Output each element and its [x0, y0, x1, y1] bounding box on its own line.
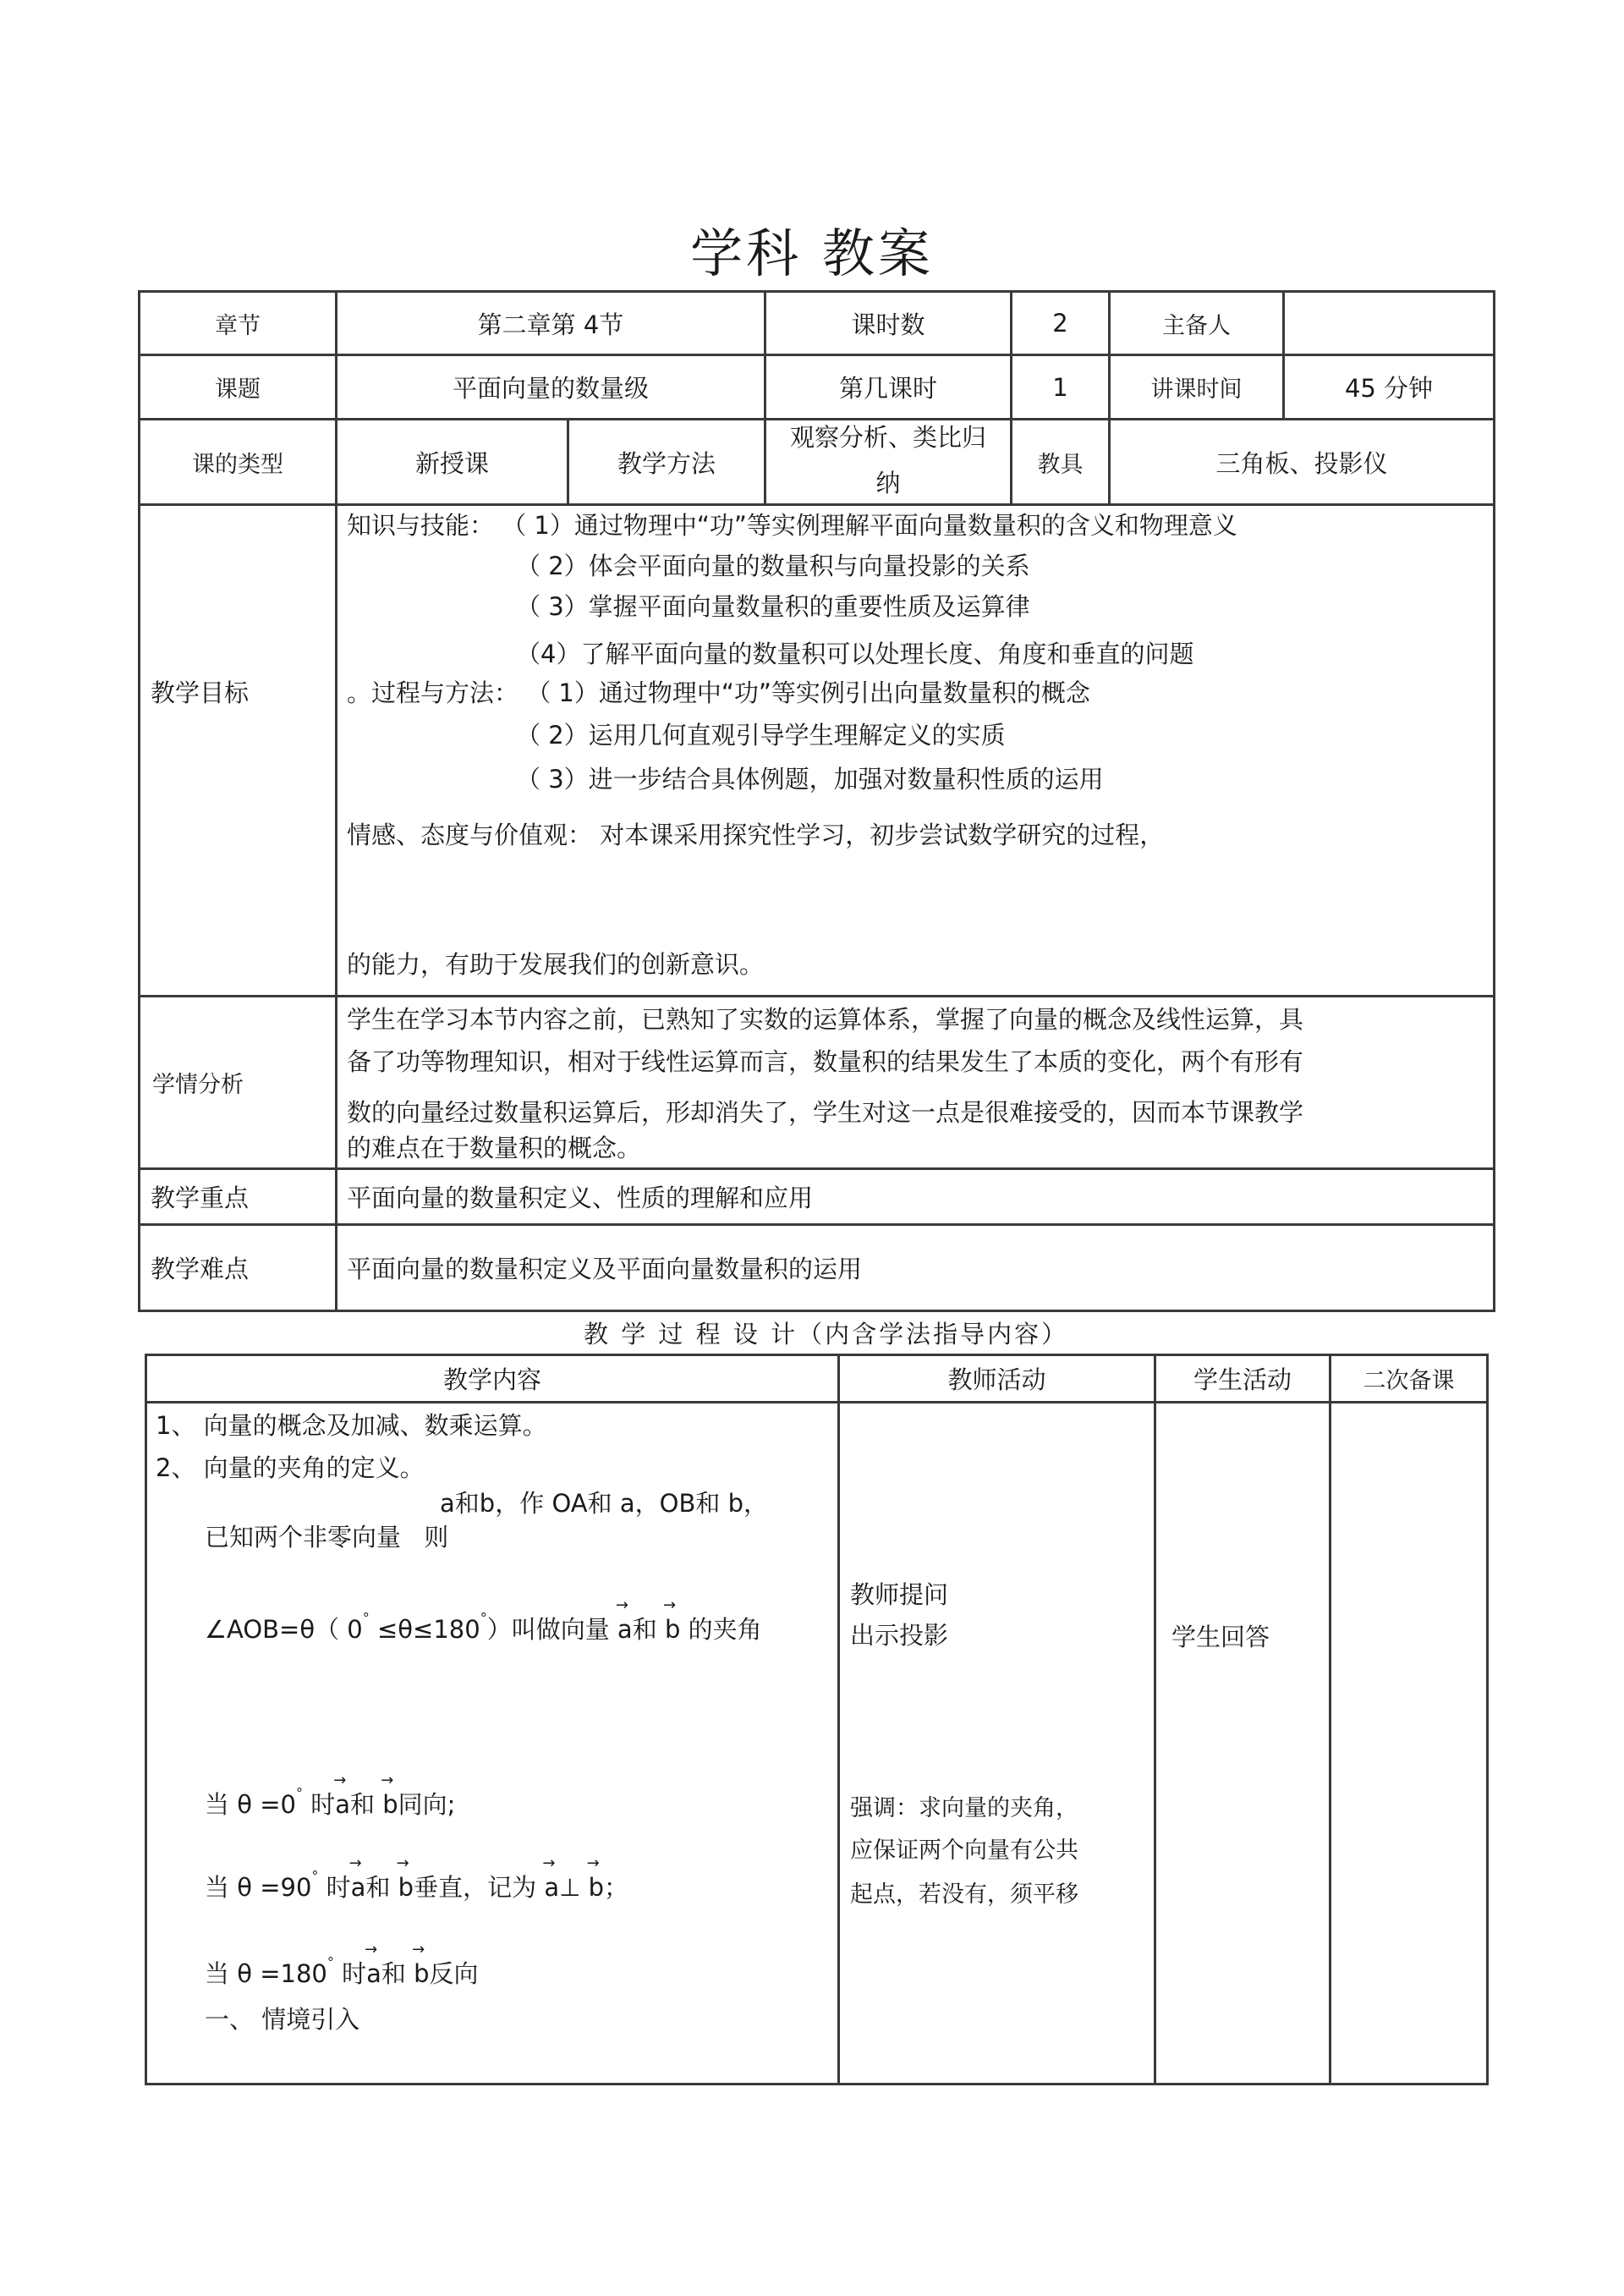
case-ninety-line: 当 θ =90° 时→ a和 → b垂直，记为 → a⊥ → b；	[205, 1868, 628, 1903]
objective-line: （ 3）进一步结合具体例题，加强对数量积性质的运用	[516, 765, 1104, 794]
tools-value: 三角板、投影仪	[1215, 448, 1388, 478]
objective-line: （ 3）掌握平面向量数量积的重要性质及运算律	[516, 592, 1030, 621]
hours-value: 2	[1052, 309, 1068, 338]
lesson-number-label: 第几课时	[838, 374, 937, 403]
duration-label: 讲课时间	[1150, 376, 1243, 403]
preparer-label: 主备人	[1162, 312, 1231, 339]
objective-line: （4）了解平面向量的数量积可以处理长度、角度和垂直的问题	[516, 640, 1194, 668]
col-revision-header: 二次备课	[1363, 1368, 1455, 1394]
method-label: 教学方法	[617, 448, 716, 478]
content-item-1: 1、 向量的概念及加减、数乘运算。	[156, 1411, 547, 1440]
col-teacher-header: 教师活动	[947, 1365, 1046, 1394]
teacher-ask: 教师提问	[850, 1580, 949, 1609]
chapter-value: 第二章第 4节	[477, 310, 624, 339]
analysis-line: 数的向量经过数量积运算后，形却消失了，学生对这一点是很难接受的，因而本节课教学	[347, 1098, 1304, 1127]
objective-line: 。过程与方法： （ 1）通过物理中“功”等实例引出向量数量积的概念	[347, 678, 1090, 707]
chapter-label: 章节	[215, 312, 261, 339]
type-label: 课的类型	[192, 451, 283, 478]
key-point-label: 教学重点	[151, 1184, 250, 1212]
analysis-label: 学情分析	[152, 1072, 244, 1098]
objective-line: （ 2）体会平面向量的数量积与向量投影的关系	[516, 552, 1030, 580]
case-180-line: 当 θ =180° 时→ a和 → b反向	[205, 1954, 479, 1989]
topic-label: 课题	[215, 376, 261, 403]
student-answer: 学生回答	[1171, 1623, 1270, 1651]
teacher-emphasis-1: 强调：求向量的夹角，	[850, 1795, 1078, 1821]
objective-line: 的能力，有助于发展我们的创新意识。	[347, 950, 765, 979]
analysis-line: 的难点在于数量积的概念。	[347, 1134, 642, 1162]
lesson-number-value: 1	[1052, 372, 1068, 402]
angle-definition-line: a和b，作 OA和 a，OB和 b，	[440, 1489, 769, 1518]
analysis-line: 备了功等物理知识，相对于线性运算而言，数量积的结果发生了本质的变化，两个有形有	[347, 1047, 1304, 1076]
col-student-header: 学生活动	[1193, 1365, 1292, 1394]
preparer-value	[1285, 293, 1493, 354]
key-point-value: 平面向量的数量积定义、性质的理解和应用	[347, 1184, 814, 1212]
difficulty-label: 教学难点	[151, 1255, 250, 1283]
section-intro: 一、 情境引入	[205, 2005, 360, 2034]
teacher-emphasis-3: 起点，若没有，须平移	[850, 1881, 1078, 1908]
case-zero-line: 当 θ =0° 时→ a和 → b同向;	[205, 1785, 455, 1820]
tools-label: 教具	[1037, 451, 1084, 478]
analysis-line: 学生在学习本节内容之前，已熟知了实数的运算体系，掌握了向量的概念及线性运算，具	[347, 1005, 1304, 1034]
page-title: 学科 教案	[690, 222, 934, 284]
teacher-emphasis-2: 应保证两个向量有公共	[850, 1837, 1078, 1864]
difficulty-value: 平面向量的数量积定义及平面向量数量积的运用	[347, 1255, 863, 1283]
content-item-2: 2、 向量的夹角的定义。	[156, 1453, 425, 1482]
angle-range-line: ∠AOB=θ（ 0° ≤θ≤180°）叫做向量 → a和 → b 的夹角	[205, 1610, 762, 1645]
type-value: 新授课	[414, 448, 489, 478]
objectives-label: 教学目标	[151, 678, 250, 707]
duration-value: 45 分钟	[1344, 374, 1434, 403]
hours-label: 课时数	[851, 310, 925, 339]
objective-line: （ 2）运用几何直观引导学生理解定义的实质	[516, 721, 1006, 750]
objective-line: 知识与技能： （ 1）通过物理中“功”等实例理解平面向量数量积的含义和物理意义	[347, 511, 1237, 540]
method-value: 观察分析、类比归纳	[789, 423, 986, 497]
angle-definition-known: 已知两个非零向量 则	[205, 1523, 449, 1552]
teacher-show: 出示投影	[850, 1621, 949, 1650]
process-heading: 教 学 过 程 设 计（内含学法指导内容）	[584, 1320, 1069, 1348]
objective-line: 情感、态度与价值观： 对本课采用探究性学习，初步尝试数学研究的过程，	[347, 821, 1165, 849]
col-content-header: 教学内容	[442, 1365, 541, 1394]
topic-value: 平面向量的数量级	[452, 374, 649, 403]
